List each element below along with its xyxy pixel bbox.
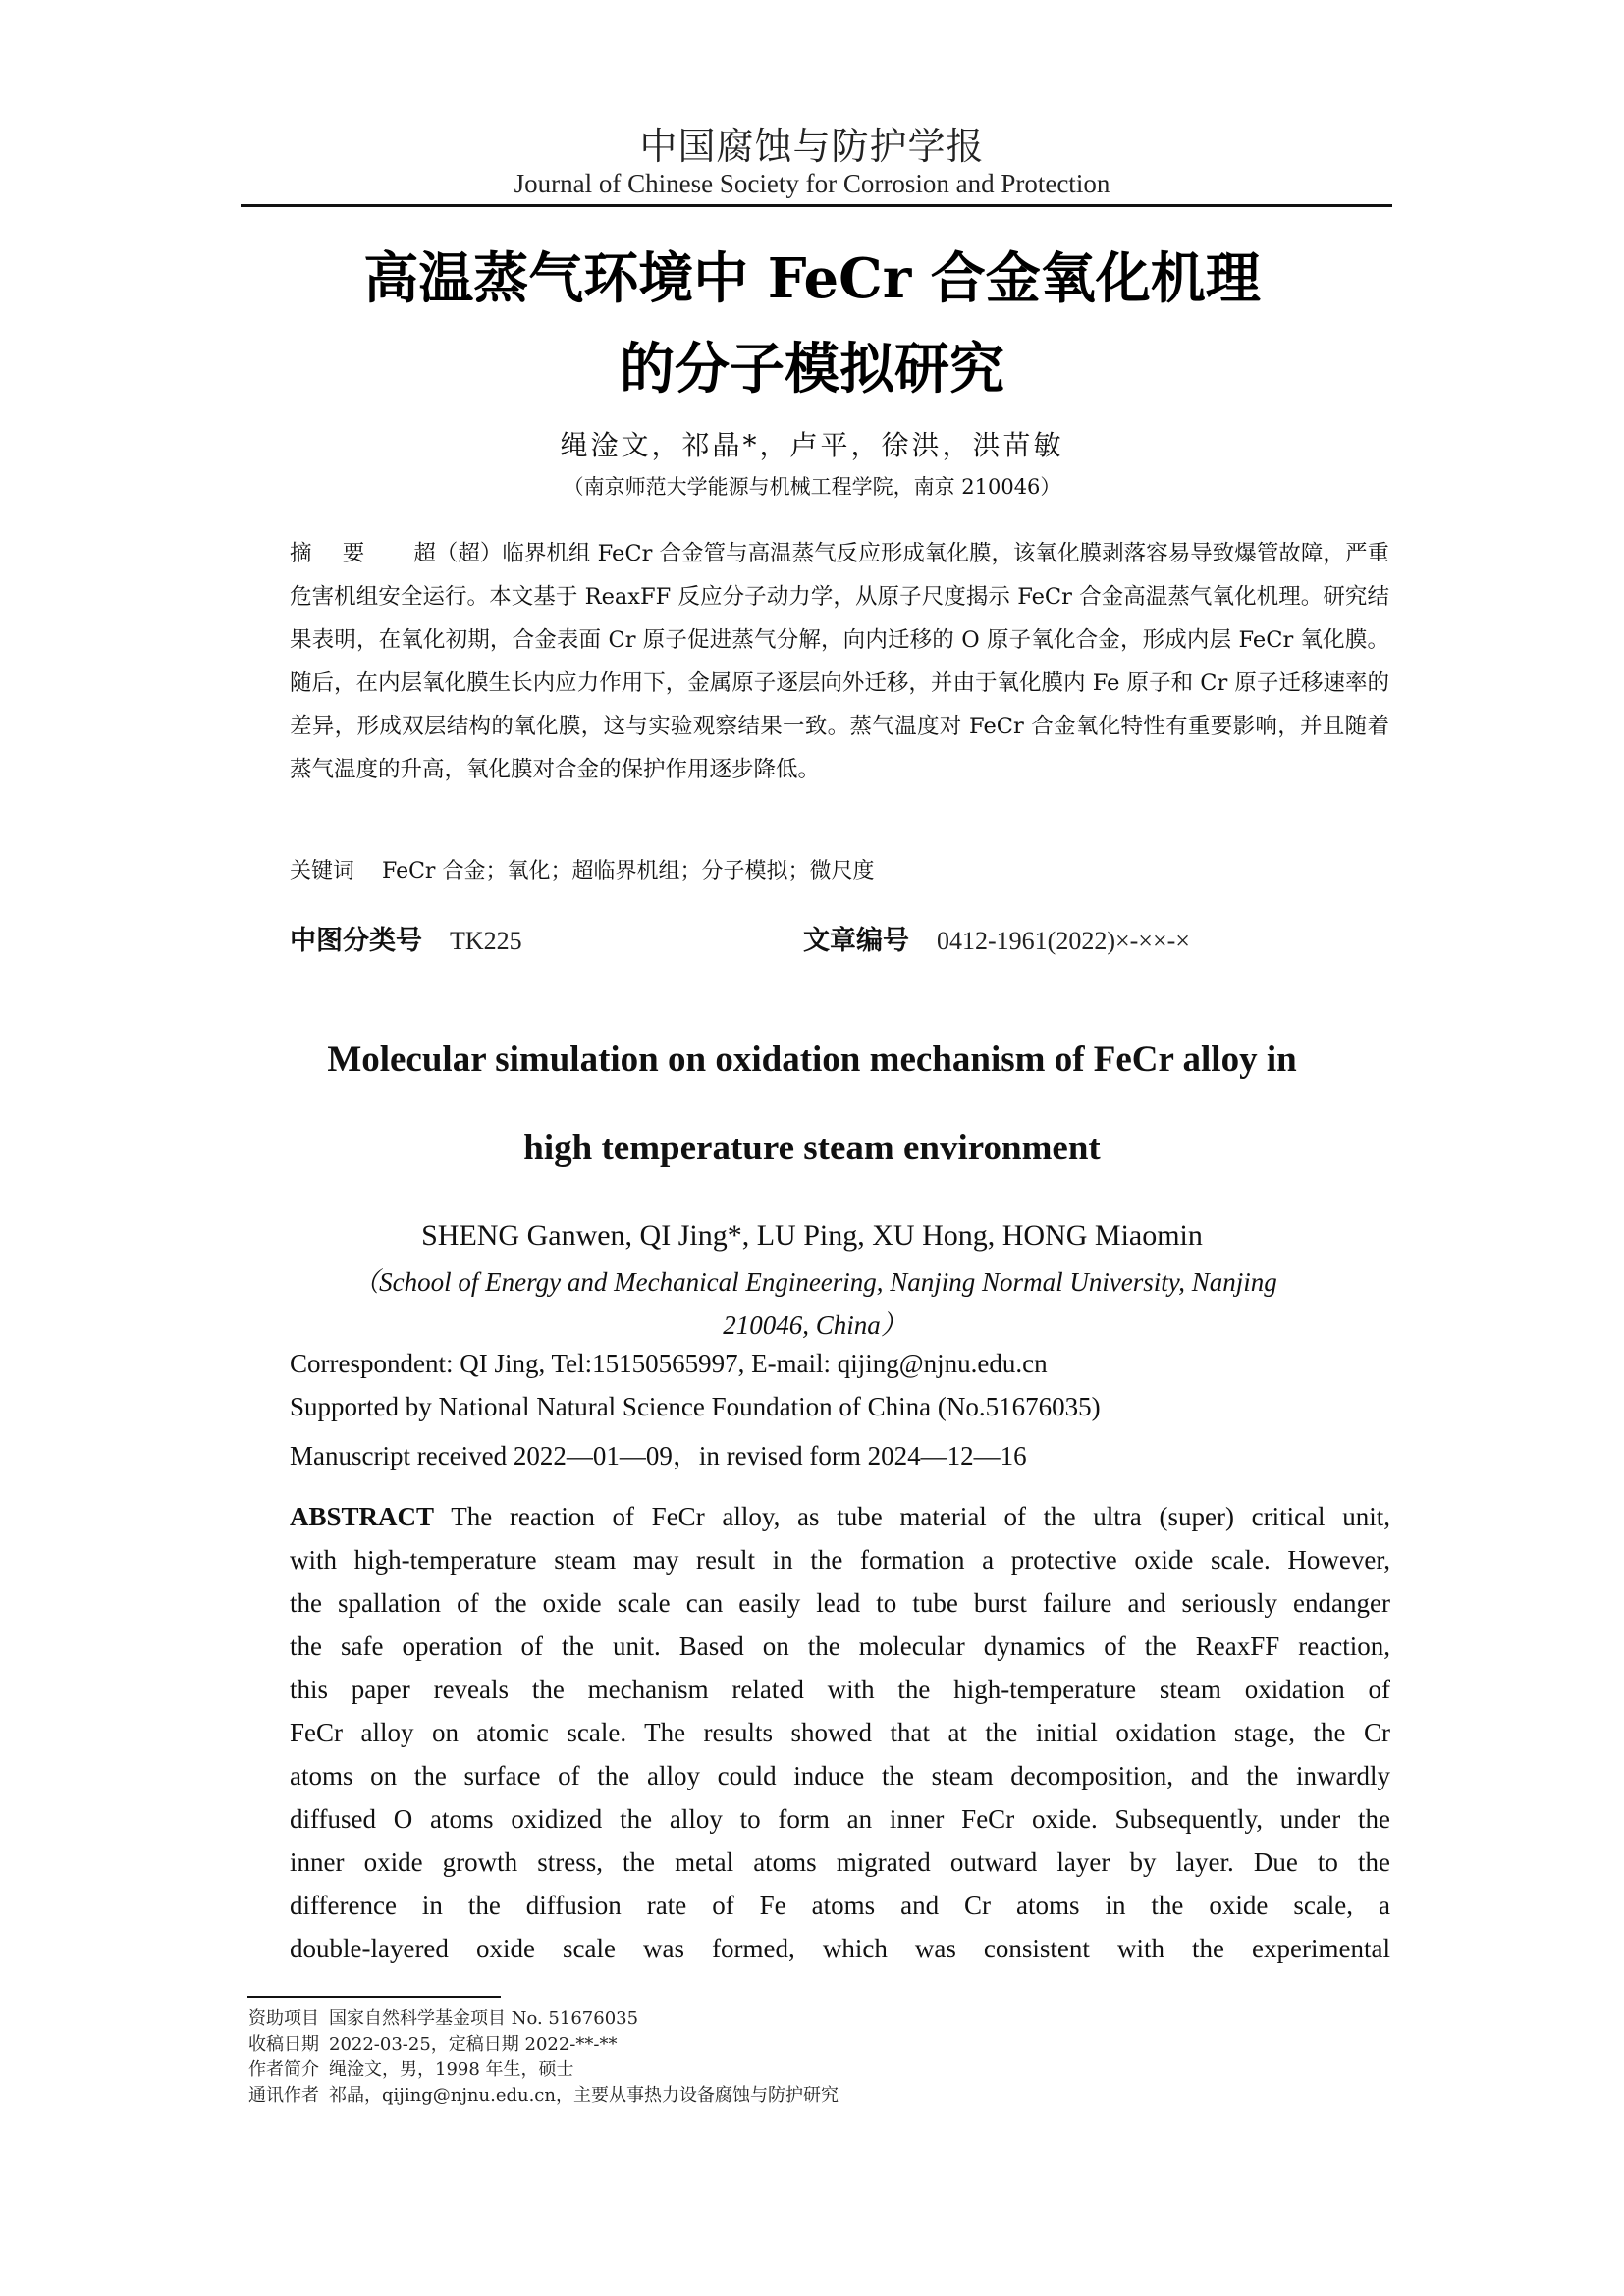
footnote-label: 作者简介: [248, 2059, 319, 2080]
keywords-cn-label: 关键词: [290, 859, 355, 883]
footnote-divider: [247, 1996, 501, 1998]
paper-title-cn-line-1: 高温蒸气环境中 FeCr 合金氧化机理: [363, 246, 1261, 311]
authors-cn: 绳淦文，祁晶*，卢平，徐洪，洪苗敏: [560, 429, 1064, 461]
footnote-text: 绳淦文，男，1998 年生，硕士: [329, 2059, 574, 2080]
abstract-en-line: the spallation of the oxide scale can easily lead to tube burst failure and seriously endanger: [290, 1588, 1390, 1618]
paper-title-en-line-2: high temperature steam environment: [523, 1128, 1101, 1168]
affiliation-en: （School of Energy and Mechanical Engineering, Nanjing Normal University, Nanjing 210046, China）: [352, 1267, 1277, 1340]
footnote-label: 通讯作者: [248, 2085, 319, 2106]
article-number-value: 0412-1961(2022)×-××-×: [937, 927, 1190, 955]
paper-title-en: [0, 1016, 1624, 1193]
paper-title-cn-line-2: 的分子模拟研究: [620, 337, 1004, 401]
abstract-en-line: this paper reveals the mechanism related with the high-temperature steam oxidation of: [290, 1675, 1390, 1704]
abstract-en-line: atoms on the surface of the alloy could induce the steam decomposition, and the inwardly: [290, 1761, 1390, 1790]
abstract-en: [290, 1495, 1390, 1970]
authors-en: SHENG Ganwen, QI Jing*, LU Ping, XU Hong, HONG Miaomin: [421, 1219, 1203, 1252]
abstract-en-line: ABSTRACT The reaction of FeCr alloy, as tube material of the ultra (super) critical unit,: [290, 1502, 1390, 1531]
correspondent-info: Correspondent: QI Jing, Tel:15150565997, E-mail: qijing@njnu.edu.cn: [290, 1349, 1048, 1378]
keywords-cn-text: FeCr 合金；氧化；超临界机组；分子模拟；微尺度: [382, 859, 875, 883]
footnote-corresponding: [248, 2083, 839, 2109]
article-number: [803, 919, 1190, 957]
footnote-label: 资助项目: [248, 2008, 319, 2029]
footnote-author-bio: [248, 2057, 839, 2083]
abstract-en-line: difference in the diffusion rate of Fe atoms and Cr atoms in the oxide scale, a: [290, 1891, 1390, 1920]
abstract-cn-text: 超（超）临界机组 FeCr 合金管与高温蒸气反应形成氧化膜，该氧化膜剥落容易导致爆管故障，严重危害机组安全运行。本文基于 ReaxFF 反应分子动力学，从原子尺度揭示 FeCr 合金高温蒸气氧化机理。研究结果表明，在氧化初期，合金表面 Cr 原子促进蒸气分解，向内迁移的 O 原子氧化合金，形成内层 FeCr 氧化膜。随后，在内层氧化膜生长内应力作用下，金属原子逐层向外迁移，并由于氧化膜内 Fe 原子和 Cr 原子迁移速率的差异，形成双层结构的氧化膜，这与实验观察结果一致。蒸气温度对 FeCr 合金氧化特性有重要影响，并且随着蒸气温度的升高，氧化膜对合金的保护作用逐步降低。: [290, 541, 1389, 782]
abstract-en-line: with high-temperature steam may result in the formation a protective oxide scale. However,: [290, 1545, 1390, 1575]
abstract-en-line: FeCr alloy on atomic scale. The results showed that at the initial oxidation stage, the Cr: [290, 1718, 1390, 1747]
abstract-cn-label: 摘 要: [290, 541, 377, 566]
abstract-cn: [290, 532, 1389, 791]
header-divider: [241, 204, 1392, 207]
footnote-text: 国家自然科学基金项目 No. 51676035: [329, 2008, 639, 2029]
journal-title-cn: 中国腐蚀与防护学报: [639, 125, 985, 168]
classification-row: [290, 919, 1389, 957]
funding-info: Supported by National Natural Science Foundation of China (No.51676035): [290, 1392, 1101, 1421]
footnote-label: 收稿日期: [248, 2034, 319, 2055]
clc-value: TK225: [450, 927, 522, 955]
paper-title-cn: [0, 234, 1624, 414]
manuscript-dates: Manuscript received 2022—01—09，in revised form 2024—12—16: [290, 1441, 1027, 1470]
footnote-dates: [248, 2032, 839, 2057]
footnotes: [248, 2006, 839, 2109]
abstract-en-line: diffused O atoms oxidized the alloy to form an inner FeCr oxide. Subsequently, under the: [290, 1804, 1390, 1834]
affiliation-cn: （南京师范大学能源与机械工程学院，南京 210046）: [563, 475, 1061, 499]
article-number-label: 文章编号: [803, 926, 909, 956]
abstract-en-line: double-layered oxide scale was formed, which was consistent with the experimental: [290, 1934, 1390, 1963]
footnote-funding: [248, 2006, 839, 2032]
journal-title-en: Journal of Chinese Society for Corrosion and Protection: [514, 169, 1110, 198]
footnote-text: 2022-03-25，定稿日期 2022-**-**: [329, 2034, 618, 2055]
footnote-text: 祁晶，qijing@njnu.edu.cn，主要从事热力设备腐蚀与防护研究: [329, 2085, 839, 2106]
keywords-cn: [290, 854, 1389, 884]
abstract-en-label: ABSTRACT: [290, 1502, 435, 1531]
abstract-en-line: the safe operation of the unit. Based on the molecular dynamics of the ReaxFF reaction,: [290, 1631, 1390, 1661]
paper-title-en-line-1: Molecular simulation on oxidation mechanism of FeCr alloy in: [327, 1040, 1297, 1080]
abstract-en-line: inner oxide growth stress, the metal atoms migrated outward layer by layer. Due to the: [290, 1847, 1390, 1877]
clc-label: 中图分类号: [290, 926, 422, 956]
